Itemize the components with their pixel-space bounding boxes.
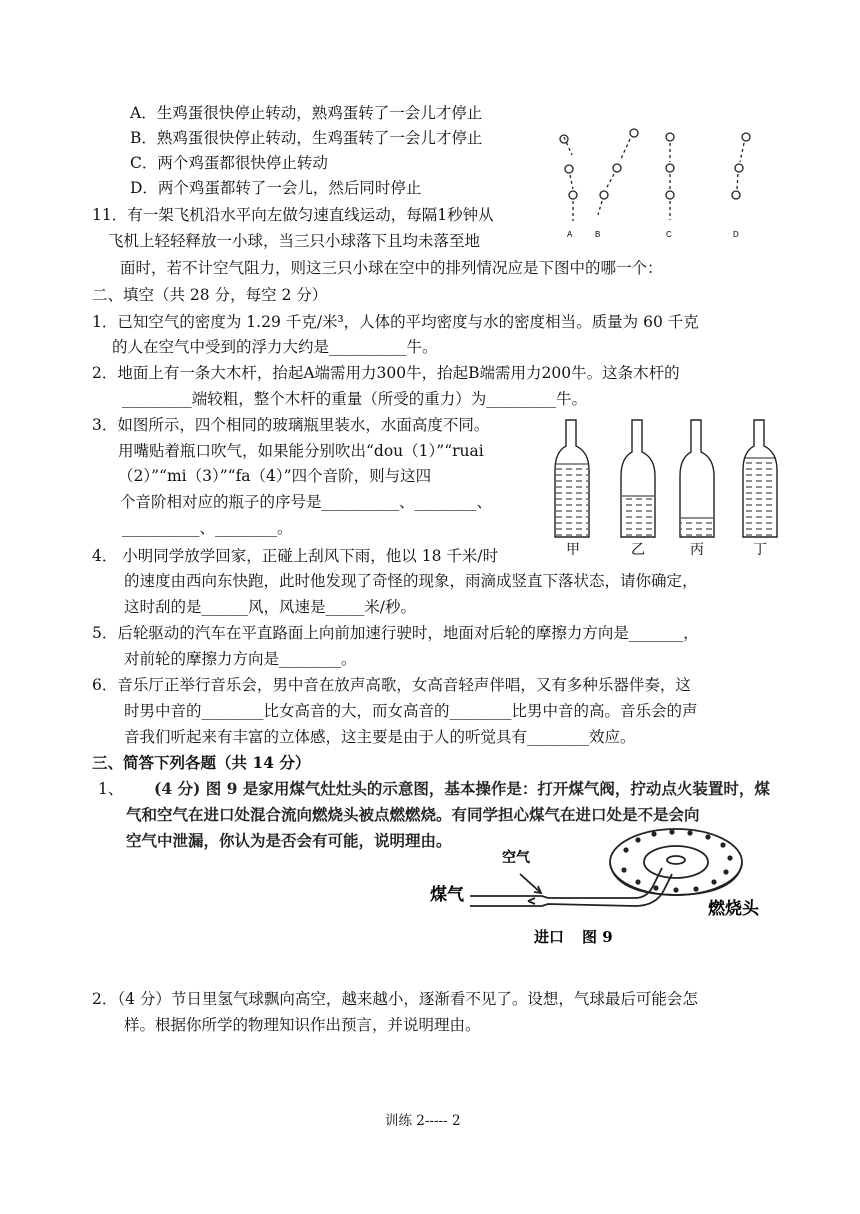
fig-label-b: B [595,230,601,239]
s2-q4-line-2: 的速度由西向东快跑，此时他发现了奇怪的现象，雨滴成竖直下落状态，请你确定， [124,572,698,590]
bottle-label-jia: 甲 [566,542,580,558]
section-2-title: 二、填空（共 28 分，每空 2 分） [92,286,328,304]
fig9-label-inlet: 进口 [534,928,565,946]
falling-balls-figure [548,125,768,245]
s2-q4-line-1: 4． 小明同学放学回家，正碰上刮风下雨，他以 18 千米/时 [92,547,499,565]
s3-q1-number: 1、 [98,780,124,798]
option-c: C．两个鸡蛋都很快停止转动 [130,154,328,172]
q11-line-2: 飞机上轻轻释放一小球，当三只小球落下且均未落至地 [108,232,481,250]
s2-q6-line-3: 音我们听起来有丰富的立体感，这主要是由于人的听觉具有________效应。 [124,728,636,746]
section-3-title: 三、简答下列各题（共 14 分） [92,753,311,772]
option-b: B．熟鸡蛋很快停止转动，生鸡蛋转了一会儿才停止 [130,129,483,147]
s2-q3-line-1: 3．如图所示，四个相同的玻璃瓶里装水，水面高度不同。 [92,416,490,434]
q11-line-1: 11．有一架飞机沿水平向左做匀速直线运动，每隔1秒钟从 [92,206,494,224]
s2-q3-line-5: __________、________。 [122,519,293,537]
page-footer: 训练 2----- 2 [385,1113,461,1129]
fig9-label-burner: 燃烧头 [708,899,759,919]
s3-q2-line-2: 样。根据你所学的物理知识作出预言，并说明理由。 [124,1016,481,1034]
s2-q5-line-2: 对前轮的摩擦力方向是________。 [124,650,357,668]
s2-q1-line-1: 1．已知空气的密度为 1.29 千克/米³，人体的平均密度与水的密度相当。质量为 60 千克 [92,313,699,331]
water-ding [744,458,776,536]
s3-q2-line-1: 2．（4 分）节日里氢气球飘向高空，越来越小，逐渐看不见了。设想，气球最后可能会怎 [92,990,698,1008]
s2-q6-line-1: 6．音乐厅正举行音乐会，男中音在放声高歌，女高音轻声伴唱，又有多种乐器伴奏，这 [92,676,691,694]
bottle-label-yi: 乙 [631,542,645,558]
s2-q2-line-1: 2．地面上有一条大木杆，抬起A端需用力300牛，抬起B端需用力200牛。这条木杆的 [92,364,680,382]
fig9-label-gas: 煤气 [430,885,464,905]
s2-q6-line-2: 时男中音的________比女高音的大，而女高音的________比男中音的高。音乐会的声 [124,702,698,720]
water-bing [681,518,713,536]
s2-q3-line-3: （2）”“mi（3）”“fa（4）”四个音阶，则与这四 [118,467,432,485]
gas-stove-figure [430,826,790,956]
s2-q2-line-2: _________端较粗，整个木杆的重量（所受的重力）为_________牛。 [122,390,588,408]
s2-q1-line-2: 的人在空气中受到的浮力大约是__________牛。 [112,338,438,356]
fig9-caption: 图 9 [582,928,613,946]
s3-q1-line-3: 空气中泄漏，你认为是否会有可能，说明理由。 [126,831,452,850]
water-jia [556,464,588,536]
fig-label-c: C [666,230,672,239]
s3-q1-line-1: (4 分) 图 9 是家用煤气灶灶头的示意图，基本操作是：打开煤气阀，拧动点火装置时，煤 [154,779,770,798]
fig9-label-air: 空气 [502,850,530,866]
bottle-label-ding: 丁 [753,542,767,558]
option-d: D．两个鸡蛋都转了一会儿，然后同时停止 [130,179,422,197]
fig-label-d: D [733,230,739,239]
s2-q5-line-1: 5．后轮驱动的汽车在平直路面上向前加速行驶时，地面对后轮的摩擦力方向是_______， [92,624,699,642]
q11-line-3: 面时，若不计空气阻力，则这三只小球在空中的排列情况应是下图中的哪一个： [120,259,663,277]
bottle-label-bing: 丙 [690,542,704,558]
water-yi [622,496,654,536]
option-a: A．生鸡蛋很快停止转动，熟鸡蛋转了一会儿才停止 [130,104,483,122]
bottles-figure [555,412,787,557]
fig-label-a: A [567,230,573,239]
s2-q4-line-3: 这时刮的是______风，风速是_____米/秒。 [124,598,416,616]
s2-q3-line-4: 个音阶相对应的瓶子的序号是__________、________、 [120,493,493,511]
s3-q1-line-2: 气和空气在进口处混合流向燃烧头被点燃燃烧。有同学担心煤气在进口处是不是会向 [126,805,700,824]
s2-q3-line-2: 用嘴贴着瓶口吹气，如果能分别吹出“dou（1）”“ruai [118,442,484,460]
